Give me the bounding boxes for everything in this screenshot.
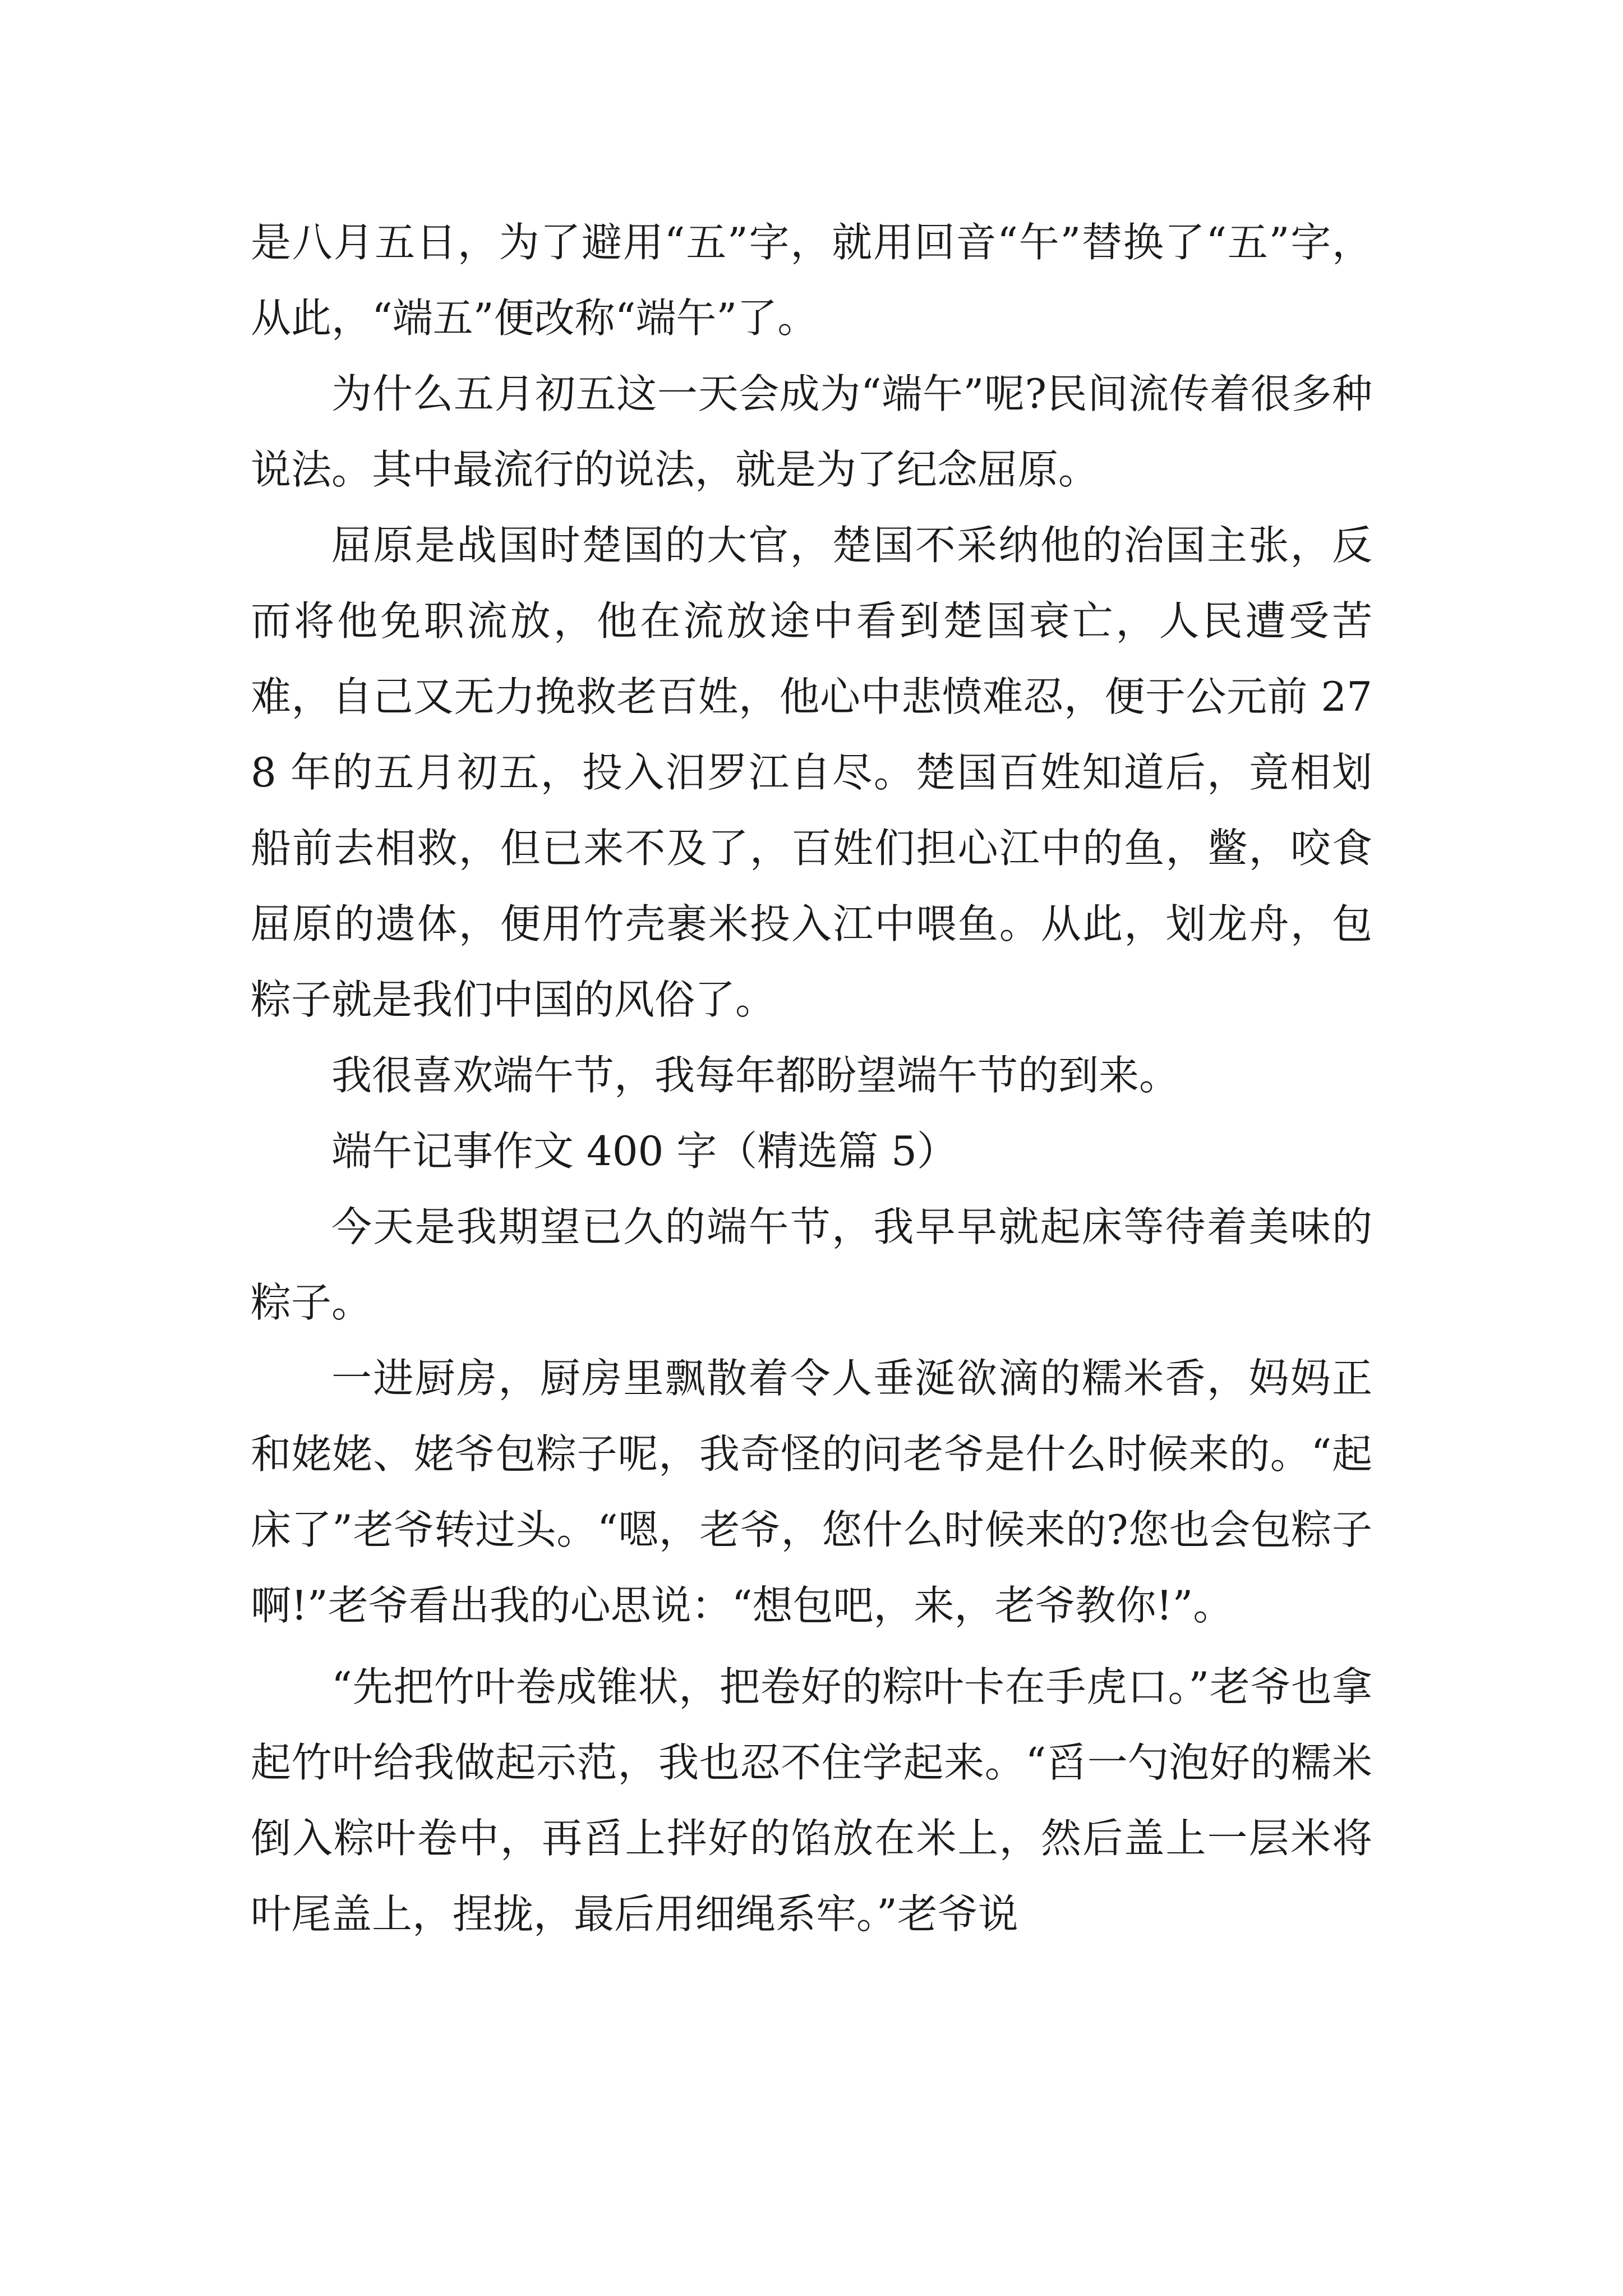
paragraph-6: 一进厨房，厨房里飘散着令人垂涎欲滴的糯米香，妈妈正和姥姥、姥爷包粽子呢，我奇怪的问老爷是什么时候来的。“起床了”老爷转过头。“嗯，老爷，您什么时候来的?您也会包粽子啊!”老爷看出我的心思说：“想包吧，来，老爷教你!”。	[251, 1355, 1372, 1629]
paragraph-1: 是八月五日，为了避用“五”字，就用回音“午”替换了“五”字，从此，“端五”便改称“端午”了。	[251, 219, 1372, 342]
paragraph-5: 今天是我期望已久的端午节，我早早就起床等待着美味的粽子。	[251, 1203, 1372, 1326]
body-text	[251, 205, 1372, 1952]
paragraph-3: 屈原是战国时楚国的大官，楚国不采纳他的治国主张，反而将他免职流放，他在流放途中看到楚国衰亡，人民遭受苦难，自己又无力挽救老百姓，他心中悲愤难忍，便于公元前 278 年的五月初五，投入汨罗江自尽。楚国百姓知道后，竟相划船前去相救，但已来不及了，百姓们担心江中的鱼，鳖，咬食屈原的遗体，便用竹壳裹米投入江中喂鱼。从此，划龙舟，包粽子就是我们中国的风俗了。	[251, 522, 1372, 1023]
paragraph-2: 为什么五月初五这一天会成为“端午”呢?民间流传着很多种说法。其中最流行的说法，就是为了纪念屈原。	[251, 370, 1372, 493]
paragraph-7: “先把竹叶卷成锥状，把卷好的粽叶卡在手虎口。”老爷也拿起竹叶给我做起示范，我也忍不住学起来。“舀一勺泡好的糯米倒入粽叶卷中，再舀上拌好的馅放在米上，然后盖上一层米将叶尾盖上，捏拢，最后用细绳系牢。”老爷说	[251, 1663, 1372, 1938]
section-heading: 端午记事作文 400 字（精选篇 5）	[331, 1128, 957, 1175]
paragraph-4: 我很喜欢端午节，我每年都盼望端午节的到来。	[331, 1052, 1180, 1099]
